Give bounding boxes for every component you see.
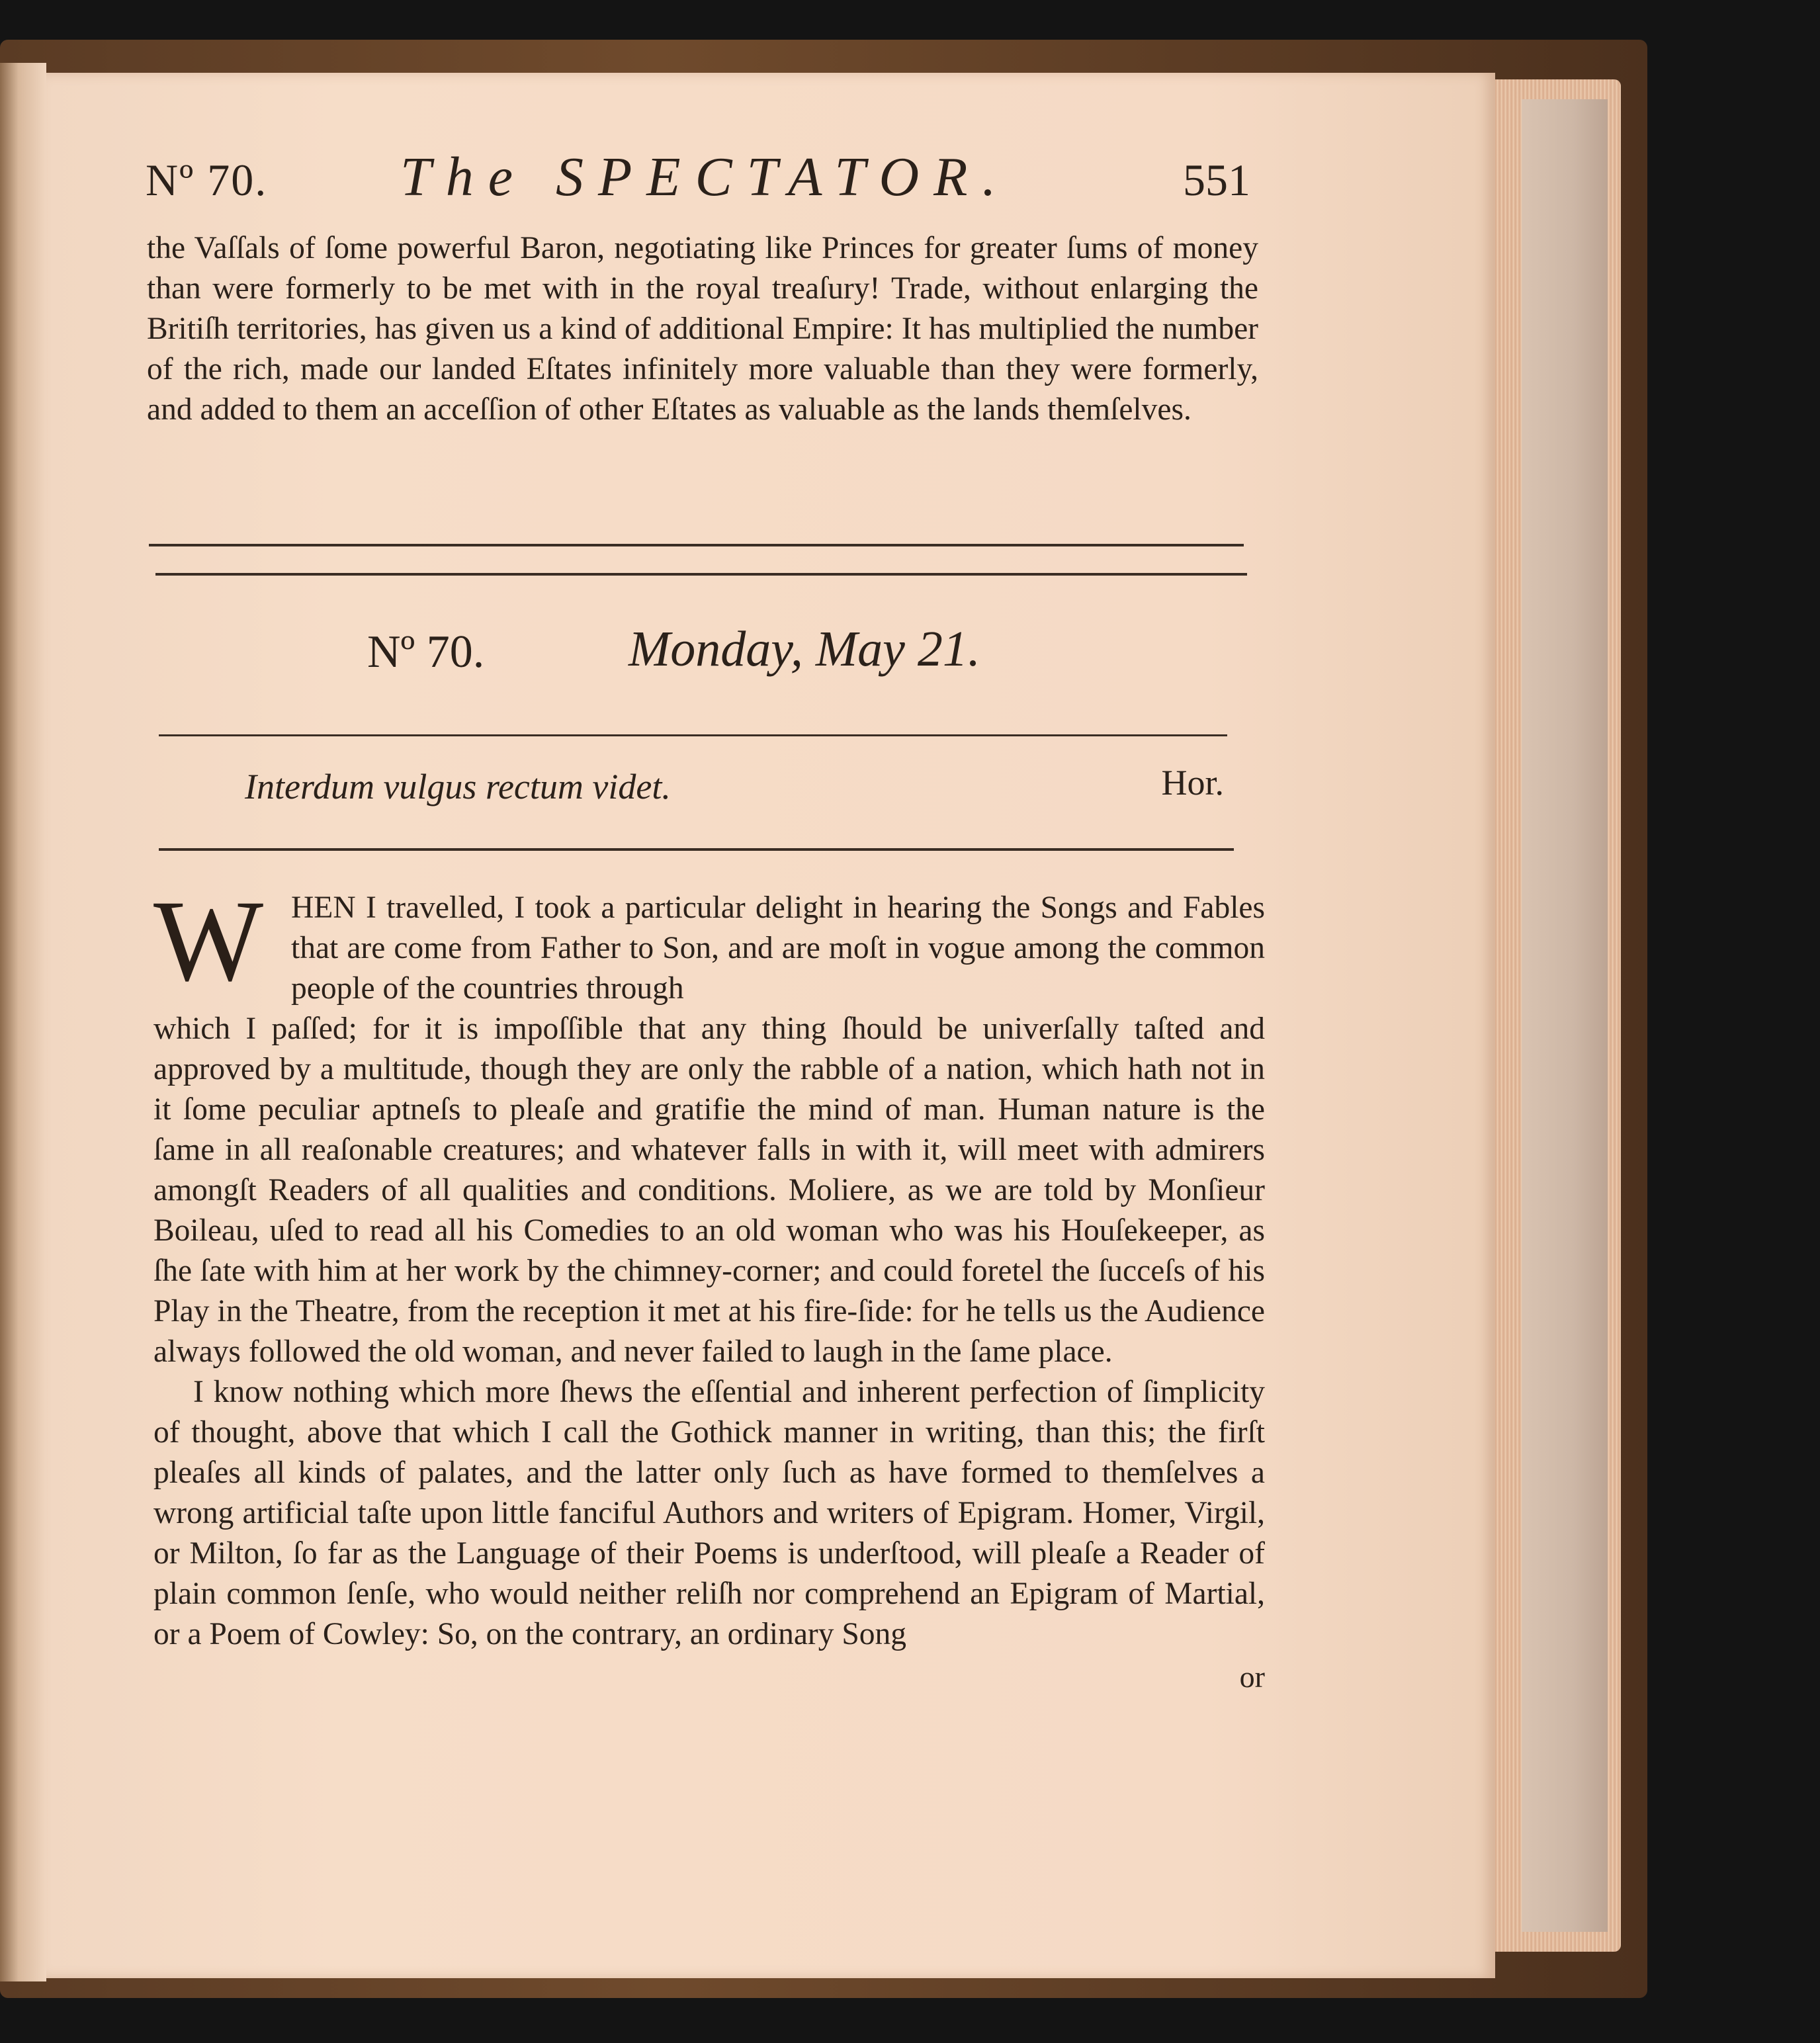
drop-cap: W	[153, 877, 264, 1006]
issue-date: Monday, May 21.	[628, 621, 980, 677]
rule-top-1	[149, 544, 1244, 546]
essay-body	[153, 1009, 1265, 1694]
gutter	[0, 63, 46, 1981]
running-head-title: The SPECTATOR.	[400, 146, 1011, 208]
issue-heading	[357, 615, 1151, 688]
epigraph-latin: Interdum vulgus rectum videt.	[245, 767, 671, 806]
rule-top-2	[155, 573, 1247, 576]
catchword: or	[1239, 1660, 1265, 1694]
continuation-paragraph: the Vaſſals of ſome powerful Baron, negotiating like Princes for greater ſums of money than were formerly to be met with in the royal treaſury! Trade, without enlarging the Britiſh territories, has given us a kind of additional Empire: It has multiplied the number of the rich, made our landed Eſtates infinitely more valuable than they were formerly, and added to them an acceſſion of other Eſtates as valuable as the lands themſelves.	[147, 231, 1258, 427]
essay-opening: HEN I travelled, I took a particular delight in hearing the Songs and Fables that are come from Father to Son, and are moſt in vogue among the common people of the countries through	[291, 891, 1265, 1006]
rule-mid	[159, 734, 1227, 736]
page-number: 551	[1183, 155, 1250, 205]
issue-number: Nº 70.	[367, 627, 485, 677]
epigraph	[245, 763, 1224, 819]
essay-paragraph-1: which I paſſed; for it is impoſſible that any thing ſhould be univerſally taſted and approved by a multitude, though they are only the rabble of a nation, which hath not in it ſome peculiar aptneſs to pleaſe and gratifie the mind of man. Human nature is the ſame in all reaſonable creatures; and whatever falls in with it, will meet with admirers amongſt Readers of all qualities and conditions. Moliere, as we are told by Monſieur Boileau, uſed to read all his Comedies to an old woman who was his Houſekeeper, as ſhe ſate with him at her work by the chimney-corner; and could foretel the ſucceſs of his Play in the Theatre, from the reception it met at his fire-ſide: for he tells us the Audience always followed the old woman, and never failed to laugh in the ſame place.	[153, 1012, 1265, 1369]
essay-paragraph-2: I know nothing which more ſhews the eſſential and inherent perfection of ſimplicity of thought, above that which I call the Gothick manner in writing, than this; the firſt pleaſes all kinds of palates, and the latter only ſuch as have formed to themſelves a wrong artificial taſte upon little fanciful Authors and writers of Epigram. Homer, Virgil, or Milton, ſo far as the Language of their Poems is underſtood, will pleaſe a Reader of plain common ſenſe, who would neither reliſh nor comprehend an Epigram of Martial, or a Poem of Cowley: So, on the contrary, an ordinary Song	[153, 1375, 1265, 1651]
page-edges-shadow	[1522, 99, 1608, 1932]
running-head-number: Nº 70.	[146, 155, 268, 205]
epigraph-source: Hor.	[1161, 763, 1224, 803]
rule-bottom	[159, 848, 1234, 851]
running-head	[146, 142, 1257, 222]
